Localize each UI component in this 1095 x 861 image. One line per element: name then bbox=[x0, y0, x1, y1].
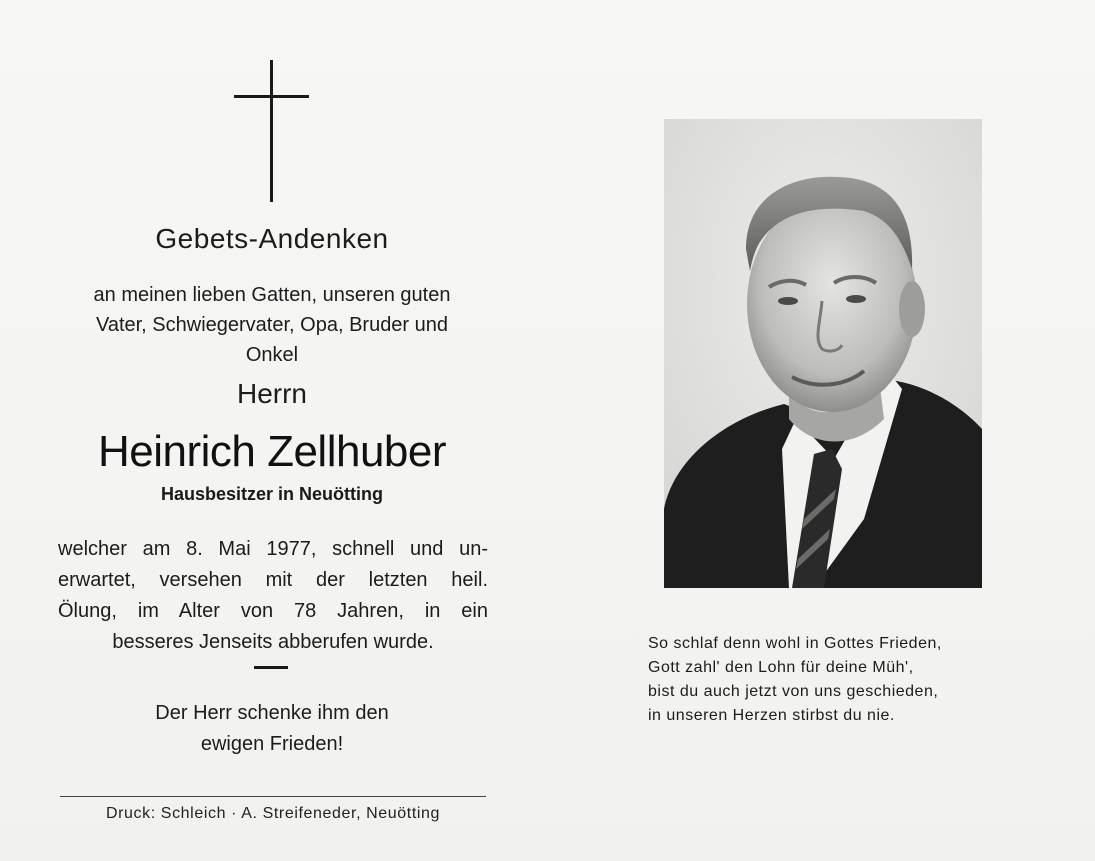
obituary-line: welcher am 8. Mai 1977, schnell und un- bbox=[58, 538, 488, 560]
dedication-line: Onkel bbox=[245, 344, 299, 366]
obituary-text bbox=[58, 534, 488, 658]
blessing-text bbox=[40, 698, 504, 760]
verse-line: bist du auch jetzt von uns geschieden, bbox=[648, 683, 939, 700]
memorial-verse bbox=[648, 632, 1028, 728]
blessing-line: Der Herr schenke ihm den bbox=[155, 702, 389, 724]
card-heading: Gebets-Andenken bbox=[155, 223, 389, 254]
portrait-illustration bbox=[664, 119, 982, 588]
dedication-line: Vater, Schwiegervater, Opa, Bruder und bbox=[95, 314, 449, 336]
footer-divider bbox=[60, 796, 486, 797]
verse-line: Gott zahl' den Lohn für deine Müh', bbox=[648, 659, 914, 676]
obituary-line: Ölung, im Alter von 78 Jahren, in ein bbox=[58, 600, 488, 622]
portrait-photo bbox=[664, 119, 982, 588]
printer-credit: Druck: Schleich · A. Streifeneder, Neuötting bbox=[105, 805, 441, 822]
obituary-line: besseres Jenseits abberufen wurde. bbox=[112, 631, 434, 653]
obituary-line: erwartet, versehen mit der letzten heil. bbox=[58, 569, 488, 591]
occupation: Hausbesitzer in Neuötting bbox=[160, 484, 384, 504]
dedication-text bbox=[40, 280, 504, 370]
verse-line: in unseren Herzen stirbst du nie. bbox=[648, 707, 895, 724]
salutation: Herrn bbox=[236, 378, 307, 409]
cross-vertical-bar bbox=[270, 60, 273, 202]
cross-horizontal-bar bbox=[234, 95, 309, 98]
verse-line: So schlaf denn wohl in Gottes Frieden, bbox=[648, 635, 942, 652]
blessing-line: ewigen Frieden! bbox=[200, 733, 344, 755]
section-divider bbox=[254, 666, 288, 669]
dedication-line: an meinen lieben Gatten, unseren guten bbox=[93, 284, 451, 306]
deceased-name: Heinrich Zellhuber bbox=[97, 427, 447, 476]
